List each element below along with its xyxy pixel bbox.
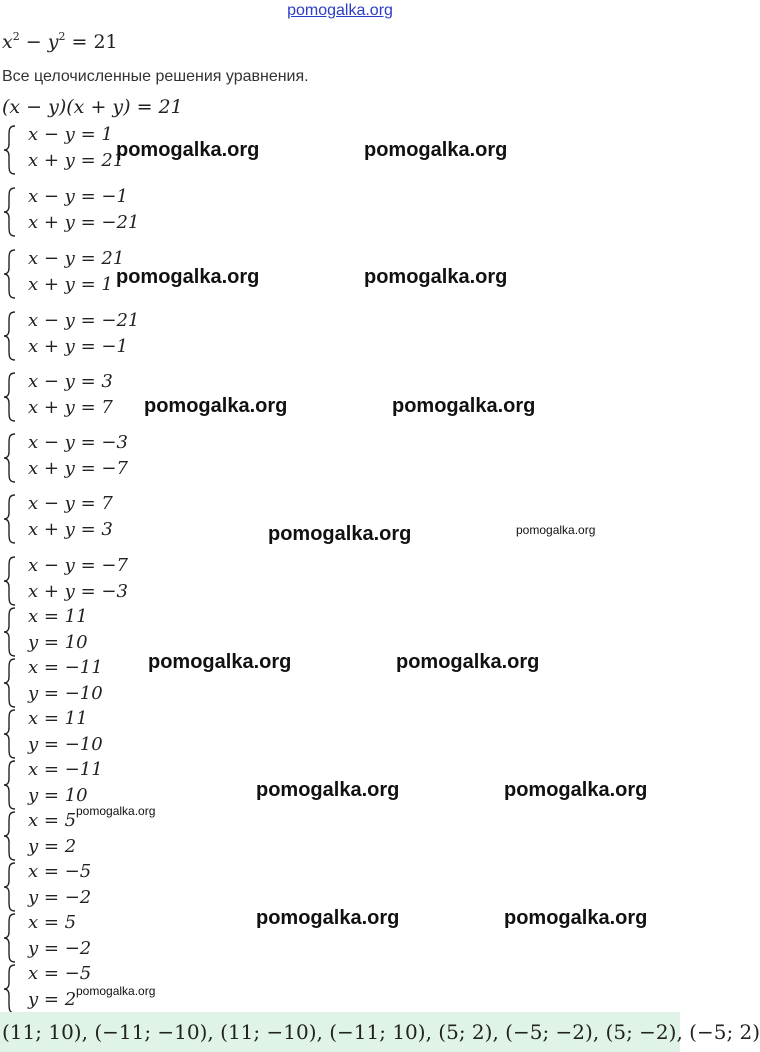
system-line-2: y = 10 (28, 632, 88, 653)
system-line-1: x − y = −3 (28, 432, 128, 453)
system-line-1: x − y = −7 (28, 555, 128, 576)
brace-icon (2, 759, 18, 811)
brace-icon (2, 248, 18, 300)
main-equation (2, 30, 118, 53)
system-line-2: x + y = −21 (28, 212, 140, 233)
system-line-2: y = 2 (28, 836, 77, 857)
eq-minus: − (19, 31, 48, 53)
watermark: pomogalka.org (364, 139, 508, 161)
system-line-2: y = 2 (28, 989, 77, 1010)
eq-exp-y: 2 (58, 30, 66, 43)
watermark: pomogalka.org (268, 523, 412, 545)
watermark: pomogalka.org (144, 395, 288, 417)
brace-icon (2, 493, 18, 545)
system-line-2: x + y = 21 (28, 150, 125, 171)
brace-icon (2, 963, 18, 1015)
system-line-1: x − y = −21 (28, 310, 140, 331)
equation-system (2, 493, 202, 545)
system-line-1: x = −5 (28, 861, 92, 882)
system-line-2: y = −2 (28, 887, 92, 908)
brace-icon (2, 186, 18, 238)
watermark: pomogalka.org (396, 651, 540, 673)
equation-system (2, 708, 202, 760)
eq-var-x: x (2, 31, 13, 53)
watermark: pomogalka.org (256, 779, 400, 801)
system-line-1: x − y = 21 (28, 248, 125, 269)
system-line-2: x + y = 7 (28, 397, 113, 418)
watermark: pomogalka.org (148, 651, 292, 673)
eq-rhs: = 21 (65, 31, 118, 53)
system-line-2: x + y = 3 (28, 519, 113, 540)
system-line-2: y = −10 (28, 734, 103, 755)
system-line-1: x − y = 7 (28, 493, 113, 514)
equation-system (2, 186, 202, 238)
watermark: pomogalka.org (516, 523, 596, 537)
watermark: pomogalka.org (364, 266, 508, 288)
system-line-2: x + y = −1 (28, 336, 128, 357)
brace-icon (2, 708, 18, 760)
equation-system (2, 861, 202, 913)
eq-exp-x: 2 (12, 30, 20, 43)
brace-icon (2, 912, 18, 964)
equation-system (2, 912, 202, 964)
system-line-1: x = 11 (28, 708, 88, 729)
system-line-2: x + y = 1 (28, 274, 113, 295)
system-line-1: x = −11 (28, 657, 103, 678)
watermark: pomogalka.org (76, 984, 156, 998)
watermark: pomogalka.org (504, 779, 648, 801)
answer-bar (0, 1012, 760, 1052)
system-line-1: x = 5 (28, 912, 77, 933)
watermark: pomogalka.org (392, 395, 536, 417)
system-line-2: y = −10 (28, 683, 103, 704)
eq-var-y: y (47, 31, 59, 53)
system-line-2: x + y = −7 (28, 458, 128, 479)
answer-text: (11; 10), (−11; −10), (11; −10), (−11; 10), (5; 2), (−5; −2), (5; −2), (−5; 2) (2, 1020, 760, 1044)
system-line-1: x − y = −1 (28, 186, 128, 207)
equation-system (2, 555, 202, 607)
equation-system (2, 432, 202, 484)
watermark: pomogalka.org (256, 907, 400, 929)
factored-equation: (x − y)(x + y) = 21 (2, 96, 183, 118)
watermark: pomogalka.org (76, 804, 156, 818)
intro-text: Все целочисленные решения уравнения. (2, 68, 309, 85)
equation-system (2, 310, 202, 362)
watermark: pomogalka.org (116, 266, 260, 288)
system-line-2: y = 10 (28, 785, 88, 806)
watermark: pomogalka.org (116, 139, 260, 161)
brace-icon (2, 310, 18, 362)
brace-icon (2, 555, 18, 607)
watermark: pomogalka.org (504, 907, 648, 929)
brace-icon (2, 124, 18, 176)
brace-icon (2, 810, 18, 862)
brace-icon (2, 861, 18, 913)
system-line-1: x = −5 (28, 963, 92, 984)
site-link[interactable]: pomogalka.org (287, 2, 393, 19)
system-line-2: x + y = −3 (28, 581, 128, 602)
system-line-1: x = −11 (28, 759, 103, 780)
brace-icon (2, 606, 18, 658)
system-line-1: x = 5 (28, 810, 77, 831)
system-line-1: x = 11 (28, 606, 88, 627)
system-line-1: x − y = 1 (28, 124, 113, 145)
system-line-2: y = −2 (28, 938, 92, 959)
system-line-1: x − y = 3 (28, 371, 113, 392)
brace-icon (2, 657, 18, 709)
brace-icon (2, 371, 18, 423)
brace-icon (2, 432, 18, 484)
